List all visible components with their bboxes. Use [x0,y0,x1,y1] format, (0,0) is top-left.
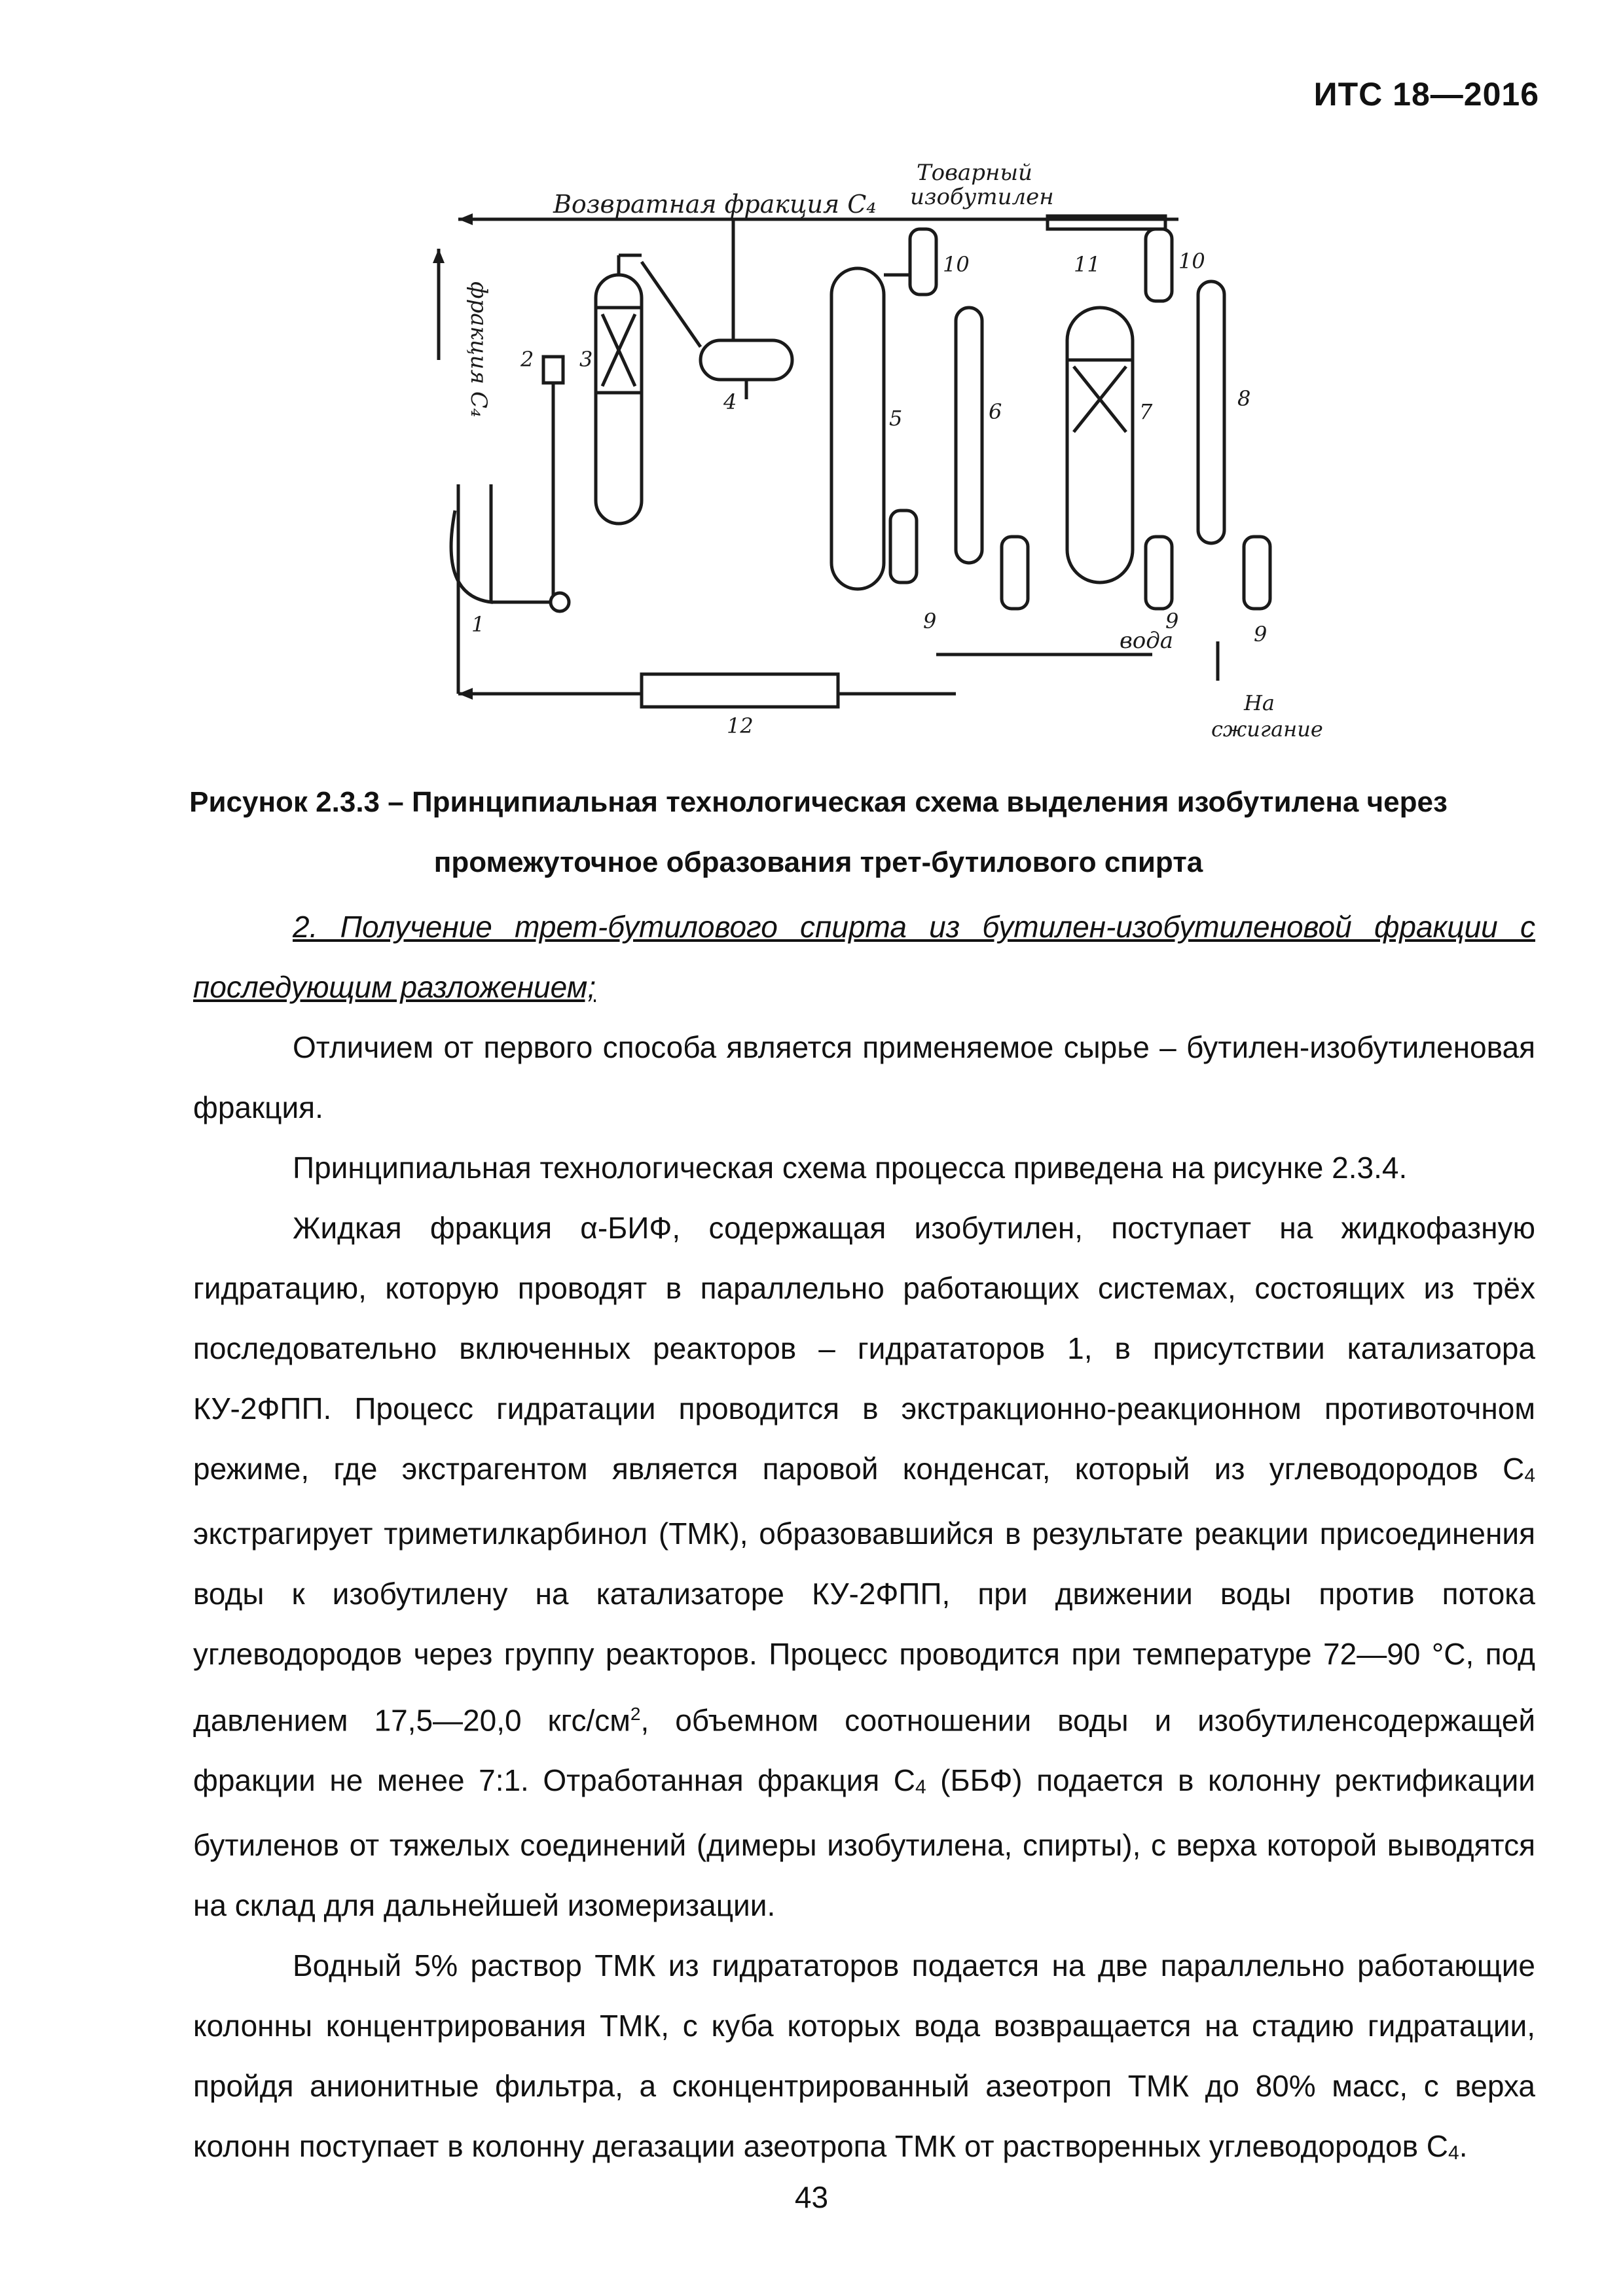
return-fraction-label: Возвратная фракция С₄ [553,190,877,219]
product-label-1: Товарный [917,160,1032,186]
label-12: 12 [727,713,754,738]
document-code-header: ИТС 18—2016 [1313,76,1539,113]
paragraph-3-part-c: , объемном соотношении воды и изобутиленсодержащей фракции не менее 7:1. Отработанная фракция С [193,1703,1536,1798]
paragraph-3-sub-1: 4 [1524,1465,1535,1486]
label-9a: 9 [923,609,937,634]
to-label-1: На [1244,691,1275,715]
process-flow-svg [393,144,1349,759]
paragraph-3-part-b: экстрагирует триметилкарбинол (ТМК), образовавшийся в результате реакции присоединения воды к изобутилену на катализаторе КУ-2ФПП, при движении воды против потока углеводородов через группу реакторов. Процесс проводится при температуре 72—90 °C, под давлением 17,5—20,0 кгс/см [193,1516,1535,1738]
label-11: 11 [1074,252,1101,277]
paragraph-4-part-b: . [1459,2129,1468,2164]
unit-9-reboiler-3 [1146,537,1172,609]
label-2: 2 [520,347,534,372]
caption-line-1: Рисунок 2.3.3 – Принципиальная технологическая схема выделения изобутилена через [189,786,1448,818]
paragraph-4-part-a: Водный 5% раствор ТМК из гидрататоров подается на две параллельно работающие колонны концентрирования ТМК, с куба которых вода возвращается на стадию гидратации, пройдя анионитные фильтра, а сконцентрированный азеотроп ТМК до 80% масс, с верха колонн поступает в колонну дегазации азеотропа ТМК от растворенных углеводородов С [193,1948,1535,2164]
unit-9-reboiler-4 [1244,537,1270,609]
paragraph-3-part-d: (ББФ) подается в колонну ректификации бутиленов от тяжелых соединений (димеры изобутилена, спирты), с верха которой выводятся на склад для дальнейшей изомеризации. [193,1763,1535,1923]
paragraph-2: Принципиальная технологическая схема процесса приведена на рисунке 2.3.4. [293,1151,1408,1185]
unit-5-column [831,268,884,589]
label-9b: 9 [1165,609,1179,634]
label-10a: 10 [943,252,970,277]
paragraph-3-part-a: Жидкая фракция α-БИФ, содержащая изобутилен, поступает на жидкофазную гидратацию, которую проводят в параллельно работающих системах, состоящих из трёх последовательно включенных реакторов – гидрататоров 1, в присутствии катализатора КУ-2ФПП. Процесс гидратации проводится в экстракционно-реакционном противоточном режиме, где экстрагентом является паровой конденсат, который из углеводородов С [193,1211,1535,1486]
paragraph-3-sup: 2 [630,1704,641,1724]
unit-10-condenser-left [910,229,936,295]
paragraph-1: Отличием от первого способа является применяемое сырье – бутилен-изобутиленовая фракция. [193,1030,1535,1124]
unit-12-heat-exchanger [642,674,838,707]
unit-9-reboiler-2 [1002,537,1028,609]
water-label: вода [1120,628,1174,654]
paragraph-3 [193,1198,1535,1935]
main-text [193,897,1535,2181]
figure-caption [164,772,1473,893]
to-label-2: сжигание [1211,717,1323,742]
label-9c: 9 [1254,622,1267,647]
paragraph-4 [193,1935,1535,2181]
label-4: 4 [723,389,737,414]
unit-3-reactor [596,275,642,524]
unit-6-column [956,308,982,563]
page-number: 43 [794,2180,829,2214]
label-5: 5 [889,406,903,431]
label-3: 3 [579,347,593,372]
unit-7-column [1067,308,1133,583]
caption-line-2: промежуточное образования трет-бутилового спирта [433,846,1203,878]
section-subheading: 2. Получение трет-бутилового спирта из бутилен-изобутиленовой фракции с последующим разложением; [193,910,1535,1004]
fraction-side-label: фракция С₄ [465,281,492,418]
unit-10-condenser-right [1146,229,1172,301]
unit-4-separator [701,340,792,380]
unit-8-column [1198,281,1224,543]
process-flow-diagram [393,144,1349,759]
paragraph-4-sub: 4 [1448,2142,1459,2164]
label-7: 7 [1139,399,1153,424]
label-10b: 10 [1178,249,1205,274]
label-8: 8 [1237,386,1251,411]
unit-9-reboiler-1 [890,511,917,583]
label-1: 1 [471,612,485,637]
label-6: 6 [989,399,1002,424]
paragraph-3-sub-2: 4 [915,1776,926,1799]
product-label-2: изобутилен [910,184,1054,210]
